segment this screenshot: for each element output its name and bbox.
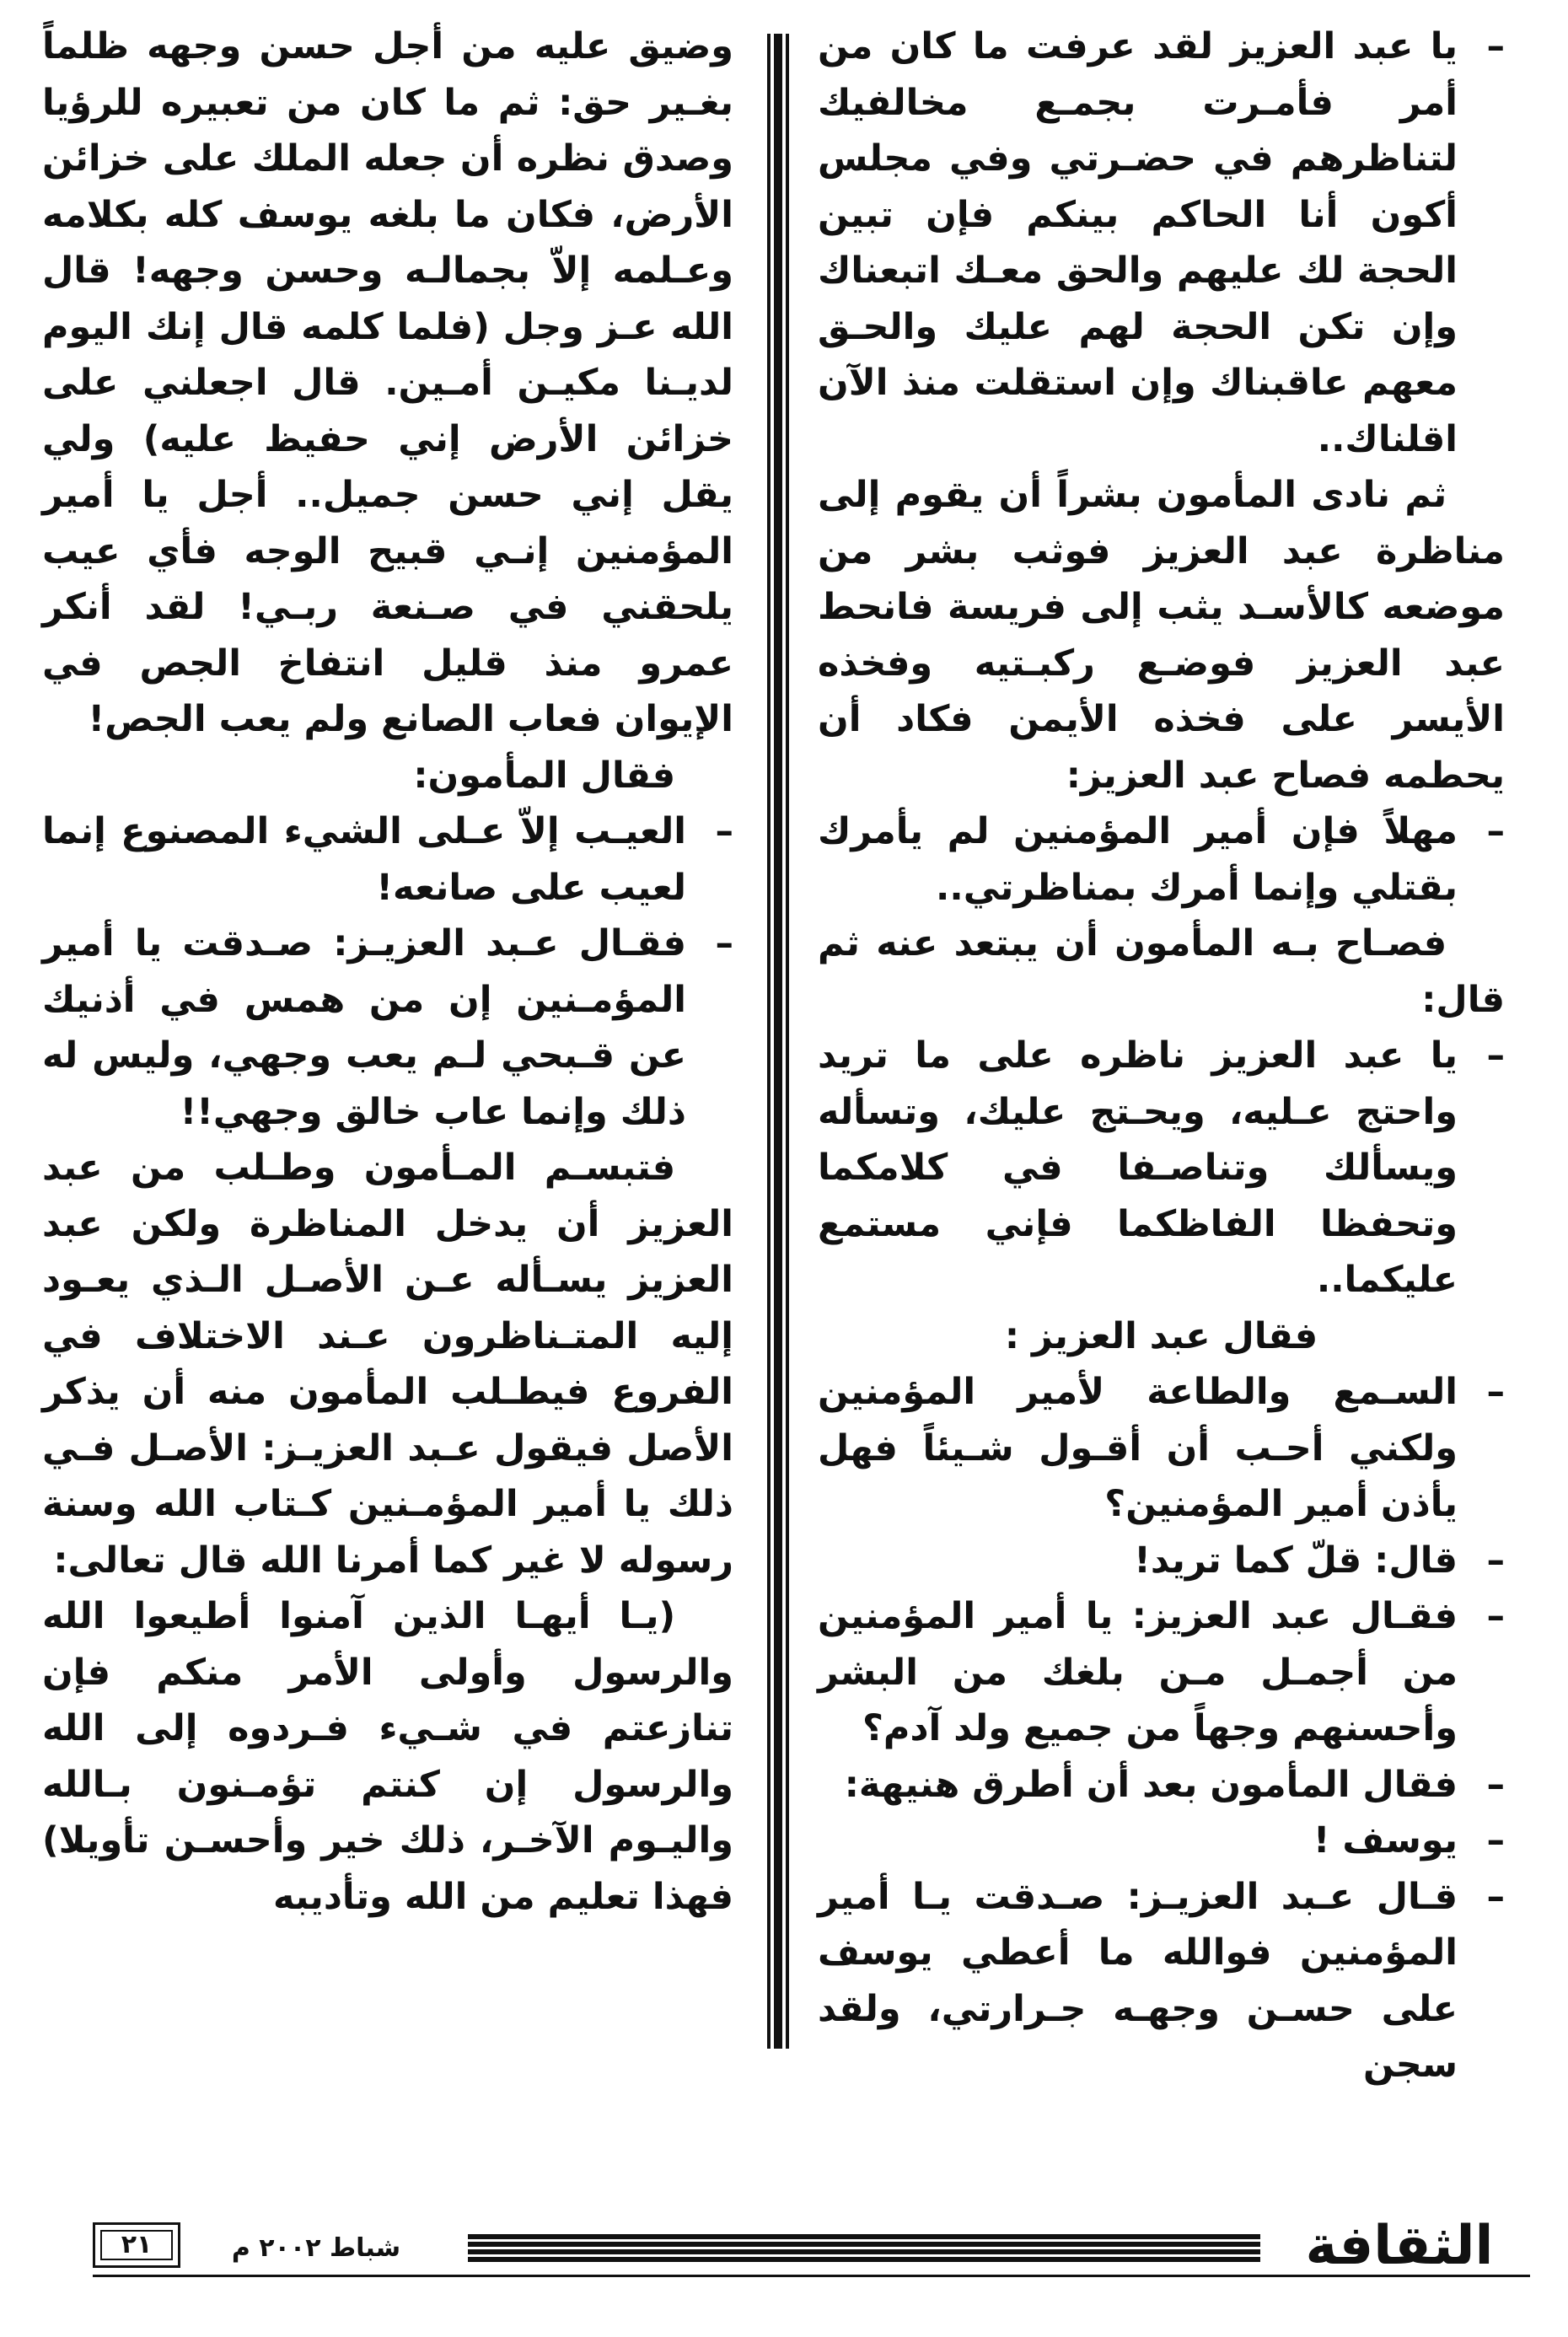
dialogue-dash: – <box>1486 1763 1505 1806</box>
magazine-logo: الثقافة <box>1305 2215 1494 2277</box>
dialogue-text: قال: قلّ كما تريد! <box>1134 1539 1458 1582</box>
divider-rule <box>767 34 771 2049</box>
page-number: ٢١ <box>121 2230 153 2259</box>
dialogue-text: يا عبد العزيز ناظره على ما تريد واحتج عـليه، ويحـتج عليك، وتسأله ويسألك وتناصـفا في كلامكما وتحفظا الفاظكما فإني مستمع عليكما.. <box>818 1034 1458 1301</box>
dialogue-line <box>42 916 733 1140</box>
dialogue-line <box>42 803 733 916</box>
dialogue-line <box>818 1757 1505 1813</box>
issue-date: شباط ٢٠٠٢ م <box>231 2233 401 2263</box>
dialogue-line <box>818 1869 1505 2093</box>
dialogue-dash: – <box>1486 1875 1505 1918</box>
dialogue-text: قـال عـبد العزيـز: صـدقت يـا أمير المؤمنين فوالله ما أعطي يوسف على حسـن وجهـه جـرارتي، ولقد سجن <box>818 1875 1458 2086</box>
dialogue-dash: – <box>1486 1034 1505 1077</box>
dialogue-text: فقال المأمون بعد أن أطرق هنيهة: <box>844 1763 1458 1806</box>
dialogue-text: فقـال عـبد العزيـز: صـدقت يا أمير المؤمـنين إن من همس في أذنيك عن قـبحي لـم يعب وجهي، وليس له ذلك وإنما عاب خالق وجهي!! <box>42 922 686 1133</box>
paragraph: فصـاح بـه المأمون أن يبتعد عنه ثم قال: <box>818 922 1505 1021</box>
dialogue-line <box>818 1364 1505 1533</box>
dialogue-text: السـمع والطاعة لأمير المؤمنين ولكني أحـب أن أقـول شـيئاً فهل يأذن أمير المؤمنين؟ <box>818 1371 1458 1525</box>
dialogue-dash: – <box>1486 25 1505 67</box>
dialogue-line <box>818 19 1505 467</box>
dialogue-dash: – <box>1486 1819 1505 1862</box>
dialogue-dash: – <box>715 922 733 964</box>
divider-rule <box>774 34 782 2049</box>
dialogue-text: مهلاً فإن أمير المؤمنين لم يأمرك بقتلي وإنما أمرك بمناظرتي.. <box>818 810 1458 909</box>
dialogue-line <box>818 1813 1505 1869</box>
dialogue-dash: – <box>1486 810 1505 852</box>
paragraph: فتبسـم المـأمون وطـلب من عبد العزيز أن يدخل المناظرة ولكن عبد العزيز يسـأله عـن الأصـل الـذي يعـود إليه المتـناظرون عـند الاختلاف في الفروع فيطـلب المأمون منه أن يذكر الأصل فيقول عـبد العزيـز: الأصـل فـي ذلك يا أمير المؤمـنين كـتاب الله وسنة رسوله لا غير كما أمرنا الله قال تعالى: <box>42 1147 733 1582</box>
dialogue-dash: – <box>1486 1371 1505 1413</box>
paragraph: فقال عبد العزيز : <box>1004 1314 1318 1357</box>
page-footer <box>93 2215 1530 2286</box>
paragraph: ثم نادى المأمون بشراً أن يقوم إلى مناظرة عبد العزيز فوثب بشر من موضعه كالأسـد يثب إلى فريسة فانحط عبد العزيز فوضـع ركبـتيه وفخذه الأيسر على فخذه الأيمن فكاد أن يحطمه فصاح عبد العزيز: <box>818 474 1505 797</box>
dialogue-dash: – <box>1486 1595 1505 1637</box>
page-number-box <box>93 2222 180 2268</box>
left-column <box>42 19 733 1925</box>
dialogue-text: يوسف ! <box>1313 1819 1458 1862</box>
right-column <box>818 19 1505 2093</box>
dialogue-dash: – <box>715 810 733 852</box>
footer-band <box>468 2234 1260 2264</box>
dialogue-text: يا عبد العزيز لقد عرفت ما كان من أمر فأمـرت بجمـع مخالفيك لتناظرهم في حضـرتي وفي مجلس أكون أنا الحاكم بينكم فإن تبين الحجة لك عليهم والحق معـك اتبعناك وإن تكن الحجة لهم عليك والحـق معهم عاقبناك وإن استقلت منذ الآن اقلناك.. <box>818 25 1458 460</box>
dialogue-dash: – <box>1486 1539 1505 1582</box>
dialogue-line <box>818 1028 1505 1308</box>
paragraph: (يـا أيهـا الذين آمنوا أطيعوا الله والرسول وأولى الأمر منكم فإن تنازعتم في شـيء فـردوه إلى الله والرسول إن كنتم تؤمـنون بـالله واليـوم الآخـر، ذلك خير وأحسـن تأويلا) فهذا تعليم من الله وتأديبه <box>42 1595 733 1918</box>
paragraph: فقال المأمون: <box>413 754 676 797</box>
paragraph: وضيق عليه من أجل حسن وجهه ظلماً بغـير حق: ثم ما كان من تعبيره للرؤيا وصدق نظره أن جعله الملك على خزائن الأرض، فكان ما بلغه يوسف كله بكلامه وعـلمه إلاّ بجمالـه وحسن وجهه! قال الله عـز وجل (فلما كلمه قال إنك اليوم لديـنا مكيـن أمـين. قال اجعلني على خزائن الأرض إني حفيظ عليه) ولي يقل إني حسن جميل.. أجل يا أمير المؤمنين إنـي قبيح الوجه فأي عيب يلحقني في صـنعة ربـي! لقد أنكر عمرو منذ قليل انتفاخ الجص في الإيوان فعاب الصانع ولم يعب الجص! <box>42 25 733 740</box>
divider-rule <box>786 34 789 2049</box>
column-divider <box>767 34 789 2049</box>
dialogue-text: فقـال عبد العزيز: يا أمير المؤمنين من أجمـل مـن بلغك من البشر وأحسنهم وجهاً من جميع ولد آدم؟ <box>818 1595 1458 1749</box>
dialogue-line <box>818 803 1505 916</box>
page-number-inner-frame <box>100 2230 173 2260</box>
dialogue-line <box>818 1533 1505 1589</box>
dialogue-text: العيـب إلاّ عـلى الشيء المصنوع إنما لعيب على صانعه! <box>42 810 686 909</box>
dialogue-line <box>818 1588 1505 1757</box>
